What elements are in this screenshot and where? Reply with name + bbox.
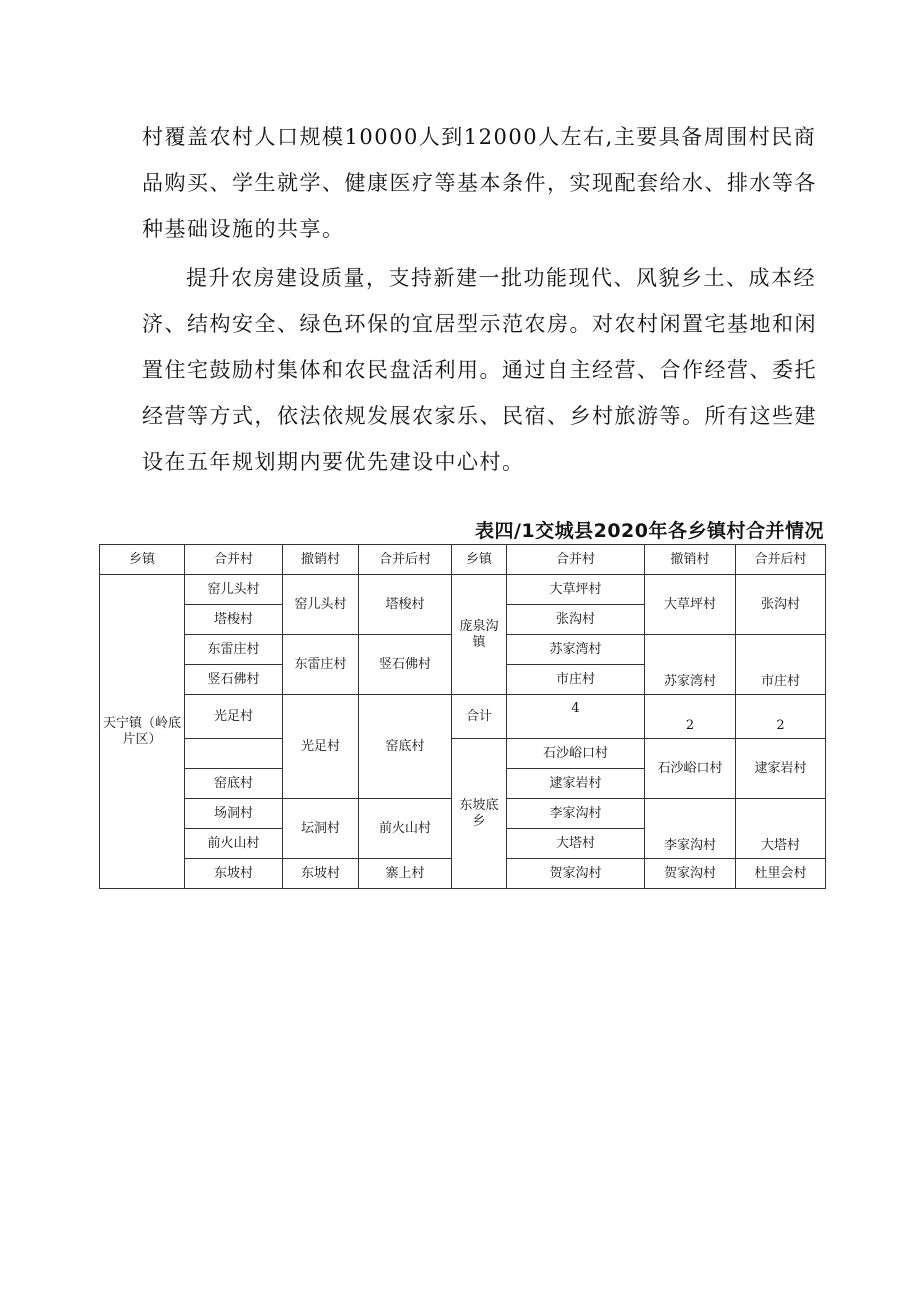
table-caption: 表四/1交城县2020年各乡镇村合并情况 [474,520,824,542]
after-village-cell: 张沟村 [736,575,826,635]
town-cell: 天宁镇（岭底片区） [100,575,185,889]
revoked-village-cell: 窑儿头村 [283,575,359,635]
merged-village-cell: 塔梭村 [185,605,283,635]
town-cell: 庞泉沟镇 [452,575,507,695]
revoked-village-cell: 贺家沟村 [645,859,736,889]
merged-village-cell: 竖石佛村 [185,665,283,695]
revoked-village-cell: 东雷庄村 [283,635,359,695]
header-cell: 撤销村 [283,545,359,575]
after-village-cell: 市庄村 [736,635,826,695]
total-merged-cell: 4 [507,695,645,739]
after-village-cell: 杜里会村 [736,859,826,889]
body-paragraph-2: 提升农房建设质量，支持新建一批功能现代、风貌乡土、成本经济、结构安全、绿色环保的宜居型示范农房。对农村闲置宅基地和闲置住宅鼓励村集体和农民盘活利用。通过自主经营、合作经营、委托经营等方式，依法依规发展农家乐、民宿、乡村旅游等。所有这些建设在五年规划期内要优先建设中心村。 [142,266,817,474]
merged-village-cell: 光足村 [185,695,283,739]
merged-village-cell: 李家沟村 [507,799,645,829]
header-cell: 合并后村 [736,545,826,575]
merged-village-cell: 场洞村 [185,799,283,829]
merged-village-cell: 逮家岩村 [507,769,645,799]
header-cell: 合并村 [185,545,283,575]
header-cell: 乡镇 [100,545,185,575]
after-village-cell: 塔梭村 [359,575,452,635]
table-header-row [100,545,826,575]
body-paragraph-1: 村覆盖农村人口规模10000人到12000人左右,主要具备周围村民商品购买、学生就学、健康医疗等基本条件，实现配套给水、排水等各种基础设施的共享。 [142,125,817,241]
total-after-cell: 2 [736,695,826,739]
after-village-cell: 竖石佛村 [359,635,452,695]
merged-village-cell: 大塔村 [507,829,645,859]
header-cell: 合并后村 [359,545,452,575]
merged-village-cell: 苏家湾村 [507,635,645,665]
town-cell: 东坡底乡 [452,739,507,889]
merged-village-cell: 前火山村 [185,829,283,859]
after-village-cell: 寨上村 [359,859,452,889]
merged-village-cell: 东雷庄村 [185,635,283,665]
revoked-village-cell: 光足村 [283,695,359,799]
revoked-village-cell: 石沙峪口村 [645,739,736,799]
after-village-cell: 大塔村 [736,799,826,859]
total-revoked-cell: 2 [645,695,736,739]
merged-village-cell: 市庄村 [507,665,645,695]
table-row [100,739,826,769]
revoked-village-cell: 苏家湾村 [645,635,736,695]
revoked-village-cell: 大草坪村 [645,575,736,635]
total-label-cell: 合计 [452,695,507,739]
merged-village-cell: 大草坪村 [507,575,645,605]
after-village-cell: 前火山村 [359,799,452,859]
merged-village-cell: 东坡村 [185,859,283,889]
header-cell: 撤销村 [645,545,736,575]
header-cell: 合并村 [507,545,645,575]
revoked-village-cell: 李家沟村 [645,799,736,859]
merged-village-cell: 贺家沟村 [507,859,645,889]
merged-village-cell: 窑底村 [185,769,283,799]
after-village-cell: 逮家岩村 [736,739,826,799]
merged-village-cell: 窑儿头村 [185,575,283,605]
revoked-village-cell: 东坡村 [283,859,359,889]
header-cell: 乡镇 [452,545,507,575]
table-row [100,695,826,739]
merged-village-cell: 石沙峪口村 [507,739,645,769]
merged-village-cell [185,739,283,769]
table-row [100,575,826,605]
after-village-cell: 窑底村 [359,695,452,799]
merged-village-cell: 张沟村 [507,605,645,635]
village-merge-table [99,544,826,889]
revoked-village-cell: 坛洞村 [283,799,359,859]
